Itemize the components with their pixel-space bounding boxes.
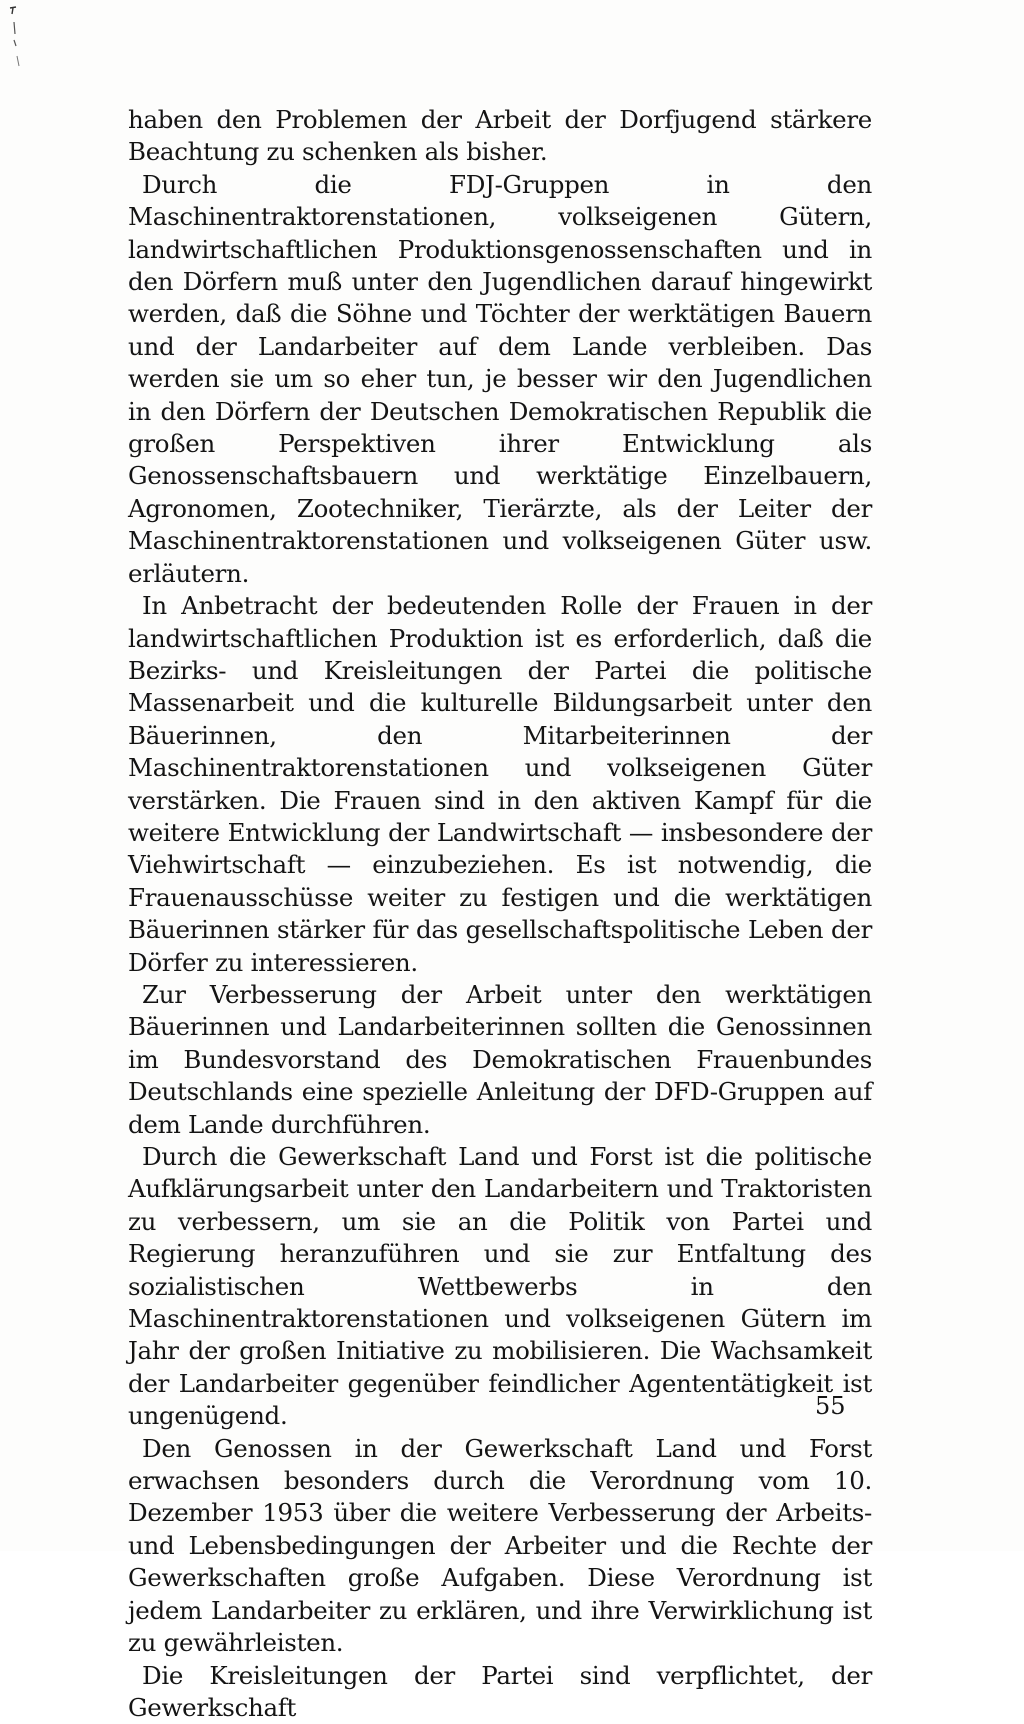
paragraph-7: Die Kreisleitungen der Partei sind verpflichtet, der Gewerkschaft [128,1660,872,1724]
paragraph-1: haben den Problemen der Arbeit der Dorfjugend stärkere Beachtung zu schenken als bisher. [128,104,872,169]
paragraph-4: Zur Verbesserung der Arbeit unter den werktätigen Bäuerinnen und Landarbeiterinnen sollten die Genossinnen im Bundesvorstand des Demokratischen Frauenbundes Deutschlands eine spezielle Anleitung der DFD-Gruppen auf dem Lande durchführen. [128,979,872,1141]
margin-scan-marks [4,0,26,80]
page-number: 55 [815,1392,846,1420]
paragraph-5: Durch die Gewerkschaft Land und Forst ist die politische Aufklärungsarbeit unter den Landarbeitern und Traktoristen zu verbessern, um sie an die Politik von Partei und Regierung heranzuführen und sie zur Entfaltung des sozialistischen Wettbewerbs in den Maschinentraktorenstationen und volkseigenen Gütern im Jahr der großen Initiative zu mobilisieren. Die Wachsamkeit der Landarbeiter gegenüber feindlicher Agententätigkeit ist ungenügend. [128,1141,872,1433]
body-text [128,104,872,1724]
paragraph-3: In Anbetracht der bedeutenden Rolle der Frauen in der landwirtschaftlichen Produktion ist es erforderlich, daß die Bezirks- und Kreisleitungen der Partei die politische Massenarbeit und die kulturelle Bildungsarbeit unter den Bäuerinnen, den Mitarbeiterinnen der Maschinentraktorenstationen und volkseigenen Güter verstärken. Die Frauen sind in den aktiven Kampf für die weitere Entwicklung der Landwirtschaft — insbesondere der Viehwirtschaft — einzubeziehen. Es ist notwendig, die Frauenausschüsse weiter zu festigen und die werktätigen Bäuerinnen stärker für das gesellschaftspolitische Leben der Dörfer zu interessieren. [128,590,872,979]
paragraph-6: Den Genossen in der Gewerkschaft Land und Forst erwachsen besonders durch die Verordnung vom 10. Dezember 1953 über die weitere Verbesserung der Arbeits- und Lebensbedingungen der Arbeiter und die Rechte der Gewerkschaften große Aufgaben. Diese Verordnung ist jedem Landarbeiter zu erklären, und ihre Verwirklichung ist zu gewährleisten. [128,1433,872,1660]
paragraph-2: Durch die FDJ-Gruppen in den Maschinentraktorenstationen, volkseigenen Gütern, landwirtschaftlichen Produktionsgenossenschaften und in den Dörfern muß unter den Jugendlichen darauf hingewirkt werden, daß die Söhne und Töchter der werktätigen Bauern und der Landarbeiter auf dem Lande verbleiben. Das werden sie um so eher tun, je besser wir den Jugendlichen in den Dörfern der Deutschen Demokratischen Republik die großen Perspektiven ihrer Entwicklung als Genossenschaftsbauern und werktätige Einzelbauern, Agronomen, Zootechniker, Tierärzte, als der Leiter der Maschinentraktorenstationen und volkseigenen Güter usw. erläutern. [128,169,872,590]
